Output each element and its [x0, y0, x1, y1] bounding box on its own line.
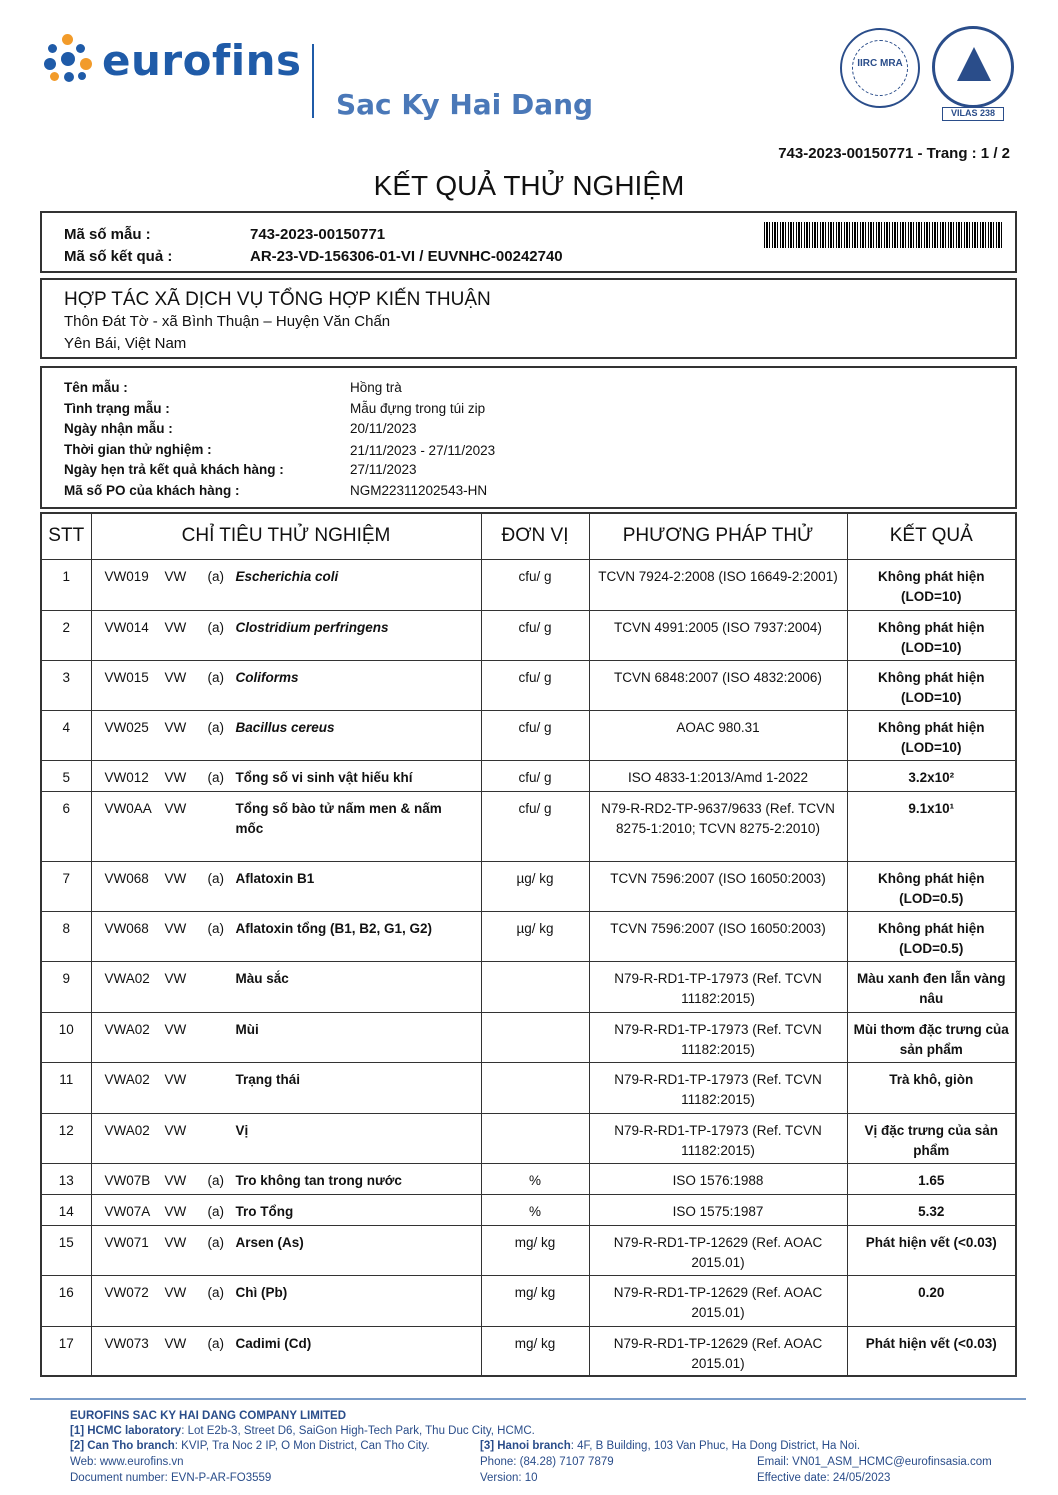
cell-method: AOAC 980.31 [589, 710, 847, 760]
cell-unit: mg/ kg [481, 1326, 589, 1376]
cell-stt: 14 [41, 1194, 91, 1225]
cell-result: Không phát hiện (LOD=10) [847, 710, 1016, 760]
test-name: Tro không tan trong nước [235, 1172, 402, 1188]
info-value: 27/11/2023 [350, 462, 417, 477]
cell-result: 1.65 [847, 1163, 1016, 1194]
cell-test [91, 1062, 481, 1113]
footer-divider [30, 1398, 1026, 1400]
result-id-label: Mã số kết quả : [64, 248, 173, 265]
header-stt: STT [41, 513, 91, 559]
report-title: KẾT QUẢ THỬ NGHIỆM [373, 170, 685, 201]
table-row [41, 1326, 1016, 1376]
lab-code: VW [164, 619, 187, 635]
test-code: VW068 [104, 870, 149, 886]
iirc-mra-seal-icon: IIRC MRA [840, 28, 920, 108]
cell-stt: 17 [41, 1326, 91, 1376]
cell-method: ISO 1576:1988 [589, 1163, 847, 1194]
sample-info-box [40, 366, 1017, 509]
table-row [41, 961, 1016, 1012]
cell-method: N79-R-RD1-TP-17973 (Ref. TCVN 11182:2015) [589, 961, 847, 1012]
info-label: Ngày nhận mẫu : [64, 421, 173, 436]
test-code: VWA02 [104, 1071, 150, 1087]
test-code: VW025 [104, 719, 149, 735]
cell-result: Không phát hiện (LOD=10) [847, 559, 1016, 610]
test-name: Aflatoxin B1 [235, 870, 315, 886]
cell-method: TCVN 7596:2007 (ISO 16050:2003) [589, 911, 847, 961]
table-row [41, 710, 1016, 760]
table-row [41, 911, 1016, 961]
test-name: Tổng số bào tử nấm men & nấm mốc [235, 800, 442, 836]
lab-code: VW [164, 800, 187, 816]
cell-method: N79-R-RD1-TP-12629 (Ref. AOAC 2015.01) [589, 1275, 847, 1326]
customer-address-2: Yên Bái, Việt Nam [64, 335, 187, 352]
cell-result: Không phát hiện (LOD=10) [847, 610, 1016, 660]
footer-cantho: [2] Can Tho branch: KVIP, Tra Noc 2 IP, O Mon District, Can Tho City. [70, 1440, 430, 1452]
cell-unit: µg/ kg [481, 911, 589, 961]
brand-name: eurofins [102, 35, 302, 85]
cell-result: 5.32 [847, 1194, 1016, 1225]
lab-code: VW [164, 669, 187, 685]
page-header [0, 0, 1058, 140]
test-code: VWA02 [104, 1021, 150, 1037]
cell-test [91, 710, 481, 760]
table-row [41, 1012, 1016, 1062]
cell-stt: 2 [41, 610, 91, 660]
cell-stt: 6 [41, 791, 91, 861]
footer-web: Web: www.eurofins.vn [70, 1456, 184, 1468]
lab-code: VW [164, 1122, 187, 1138]
cell-stt: 12 [41, 1113, 91, 1163]
accreditation-mark: (a) [207, 1284, 224, 1300]
lab-code: VW [164, 1284, 187, 1300]
info-value: 20/11/2023 [350, 421, 417, 436]
lab-code: VW [164, 1071, 187, 1087]
test-name: Tổng số vi sinh vật hiếu khí [235, 769, 413, 785]
footer-version: Version: 10 [480, 1472, 538, 1484]
header-test: CHỈ TIÊU THỬ NGHIỆM [91, 513, 481, 559]
cell-method: TCVN 6848:2007 (ISO 4832:2006) [589, 660, 847, 710]
cell-method: N79-R-RD1-TP-17973 (Ref. TCVN 11182:2015) [589, 1113, 847, 1163]
lab-code: VW [164, 1203, 187, 1219]
lab-code: VW [164, 870, 187, 886]
cell-stt: 5 [41, 760, 91, 791]
cell-result: Trà khô, giòn [847, 1062, 1016, 1113]
cell-method: TCVN 4991:2005 (ISO 7937:2004) [589, 610, 847, 660]
cell-test [91, 559, 481, 610]
cell-result: Vị đặc trưng của sản phẩm [847, 1113, 1016, 1163]
table-row [41, 760, 1016, 791]
accreditation-mark: (a) [207, 870, 224, 886]
accreditation-mark: (a) [207, 719, 224, 735]
accreditation-mark: (a) [207, 1203, 224, 1219]
test-name: Arsen (As) [235, 1234, 304, 1250]
customer-name: HỢP TÁC XÃ DỊCH VỤ TỔNG HỢP KIẾN THUẬN [64, 289, 491, 310]
footer-hcmc: [1] HCMC laboratory: Lot E2b-3, Street D6, SaiGon High-Tech Park, Thu Duc City, HCMC. [70, 1425, 535, 1437]
cell-stt: 4 [41, 710, 91, 760]
table-row [41, 610, 1016, 660]
cell-stt: 13 [41, 1163, 91, 1194]
footer-effective-date: Effective date: 24/05/2023 [757, 1472, 891, 1484]
lab-code: VW [164, 1335, 187, 1351]
header-method: PHƯƠNG PHÁP THỬ [589, 513, 847, 559]
cell-stt: 16 [41, 1275, 91, 1326]
accreditation-mark: (a) [207, 568, 224, 584]
info-label: Ngày hẹn trả kết quả khách hàng : [64, 462, 284, 477]
table-row [41, 1275, 1016, 1326]
footer-hanoi: [3] Hanoi branch: 4F, B Building, 103 Van Phuc, Ha Dong District, Ha Noi. [480, 1440, 861, 1452]
cell-result: Mùi thơm đặc trưng của sản phẩm [847, 1012, 1016, 1062]
sub-brand: Sac Ky Hai Dang [336, 88, 594, 121]
test-name: Aflatoxin tổng (B1, B2, G1, G2) [235, 920, 433, 936]
accreditation-mark: (a) [207, 920, 224, 936]
test-code: VW073 [104, 1335, 149, 1351]
accreditation-mark: (a) [207, 1172, 224, 1188]
table-row [41, 1163, 1016, 1194]
test-code: VW072 [104, 1284, 149, 1300]
test-name: Tro Tổng [235, 1203, 294, 1219]
cell-unit [481, 1012, 589, 1062]
cell-result: Không phát hiện (LOD=0.5) [847, 911, 1016, 961]
test-code: VW07A [104, 1203, 151, 1219]
table-row [41, 559, 1016, 610]
test-code: VW014 [104, 619, 149, 635]
logo-divider [312, 44, 314, 118]
cell-test [91, 660, 481, 710]
info-label: Tên mẫu : [64, 380, 128, 395]
cell-method: TCVN 7924-2:2008 (ISO 16649-2:2001) [589, 559, 847, 610]
test-code: VW015 [104, 669, 149, 685]
footer-document-number: Document number: EVN-P-AR-FO3559 [70, 1472, 272, 1484]
cell-unit: mg/ kg [481, 1225, 589, 1275]
logo-dots-icon [44, 34, 96, 86]
table-row [41, 1062, 1016, 1113]
table-header-row [41, 513, 1016, 559]
header-result: KẾT QUẢ [847, 513, 1016, 559]
cell-test [91, 1225, 481, 1275]
results-table [40, 512, 1017, 1377]
lab-code: VW [164, 970, 187, 986]
cell-unit: cfu/ g [481, 760, 589, 791]
cell-unit [481, 961, 589, 1012]
test-code: VWA02 [104, 970, 150, 986]
test-name: Bacillus cereus [235, 719, 335, 735]
lab-code: VW [164, 1172, 187, 1188]
customer-address-1: Thôn Đát Tờ - xã Bình Thuận – Huyện Văn Chấn [64, 313, 391, 330]
accreditation-mark: (a) [207, 1335, 224, 1351]
accreditation-mark: (a) [207, 769, 224, 785]
test-code: VW07B [104, 1172, 151, 1188]
cell-unit: cfu/ g [481, 710, 589, 760]
accreditation-seal-icon [932, 26, 1014, 108]
cell-unit [481, 1113, 589, 1163]
vilas-badge: VILAS 238 [942, 107, 1004, 121]
barcode-icon [764, 222, 1002, 248]
test-name: Trạng thái [235, 1071, 301, 1087]
cell-result: 0.20 [847, 1275, 1016, 1326]
test-code: VW012 [104, 769, 149, 785]
cell-stt: 9 [41, 961, 91, 1012]
accreditation-mark: (a) [207, 669, 224, 685]
sample-id-value: 743-2023-00150771 [250, 226, 386, 243]
cell-test [91, 760, 481, 791]
footer-email: Email: VN01_ASM_HCMC@eurofinsasia.com [757, 1456, 992, 1468]
info-label: Tình trạng mẫu : [64, 401, 170, 416]
table-row [41, 1225, 1016, 1275]
page-reference: 743-2023-00150771 - Trang : 1 / 2 [778, 145, 1010, 162]
cell-unit [481, 1062, 589, 1113]
customer-box [40, 278, 1017, 359]
cell-test [91, 1326, 481, 1376]
cell-method: N79-R-RD1-TP-12629 (Ref. AOAC 2015.01) [589, 1326, 847, 1376]
id-box [40, 211, 1017, 273]
info-label: Mã số PO của khách hàng : [64, 483, 240, 498]
cell-method: N79-R-RD1-TP-17973 (Ref. TCVN 11182:2015) [589, 1012, 847, 1062]
info-value: Mẫu đựng trong túi zip [350, 401, 486, 416]
cell-unit: cfu/ g [481, 660, 589, 710]
table-row [41, 1113, 1016, 1163]
cell-unit: µg/ kg [481, 861, 589, 911]
cell-stt: 11 [41, 1062, 91, 1113]
cell-method: ISO 1575:1987 [589, 1194, 847, 1225]
cell-result: Màu xanh đen lẫn vàng nâu [847, 961, 1016, 1012]
test-name: Chì (Pb) [235, 1284, 288, 1300]
cell-test [91, 1275, 481, 1326]
test-name: Escherichia coli [235, 568, 339, 584]
lab-code: VW [164, 1021, 187, 1037]
cell-method: N79-R-RD2-TP-9637/9633 (Ref. TCVN 8275-1:2010; TCVN 8275-2:2010) [589, 791, 847, 861]
cell-method: N79-R-RD1-TP-12629 (Ref. AOAC 2015.01) [589, 1225, 847, 1275]
accreditation-mark: (a) [207, 619, 224, 635]
test-code: VW068 [104, 920, 149, 936]
cell-test [91, 1113, 481, 1163]
table-row [41, 660, 1016, 710]
cell-result: Không phát hiện (LOD=0.5) [847, 861, 1016, 911]
cell-result: 3.2x10² [847, 760, 1016, 791]
cell-method: N79-R-RD1-TP-17973 (Ref. TCVN 11182:2015) [589, 1062, 847, 1113]
accreditation-mark: (a) [207, 1234, 224, 1250]
info-value: NGM22311202543-HN [350, 483, 488, 498]
test-name: Vị [235, 1122, 249, 1138]
cell-test [91, 861, 481, 911]
eurofins-logo [44, 34, 302, 86]
sample-id-label: Mã số mẫu : [64, 226, 151, 243]
test-code: VW019 [104, 568, 149, 584]
cell-unit: cfu/ g [481, 559, 589, 610]
info-label: Thời gian thử nghiệm : [64, 442, 212, 457]
lab-code: VW [164, 769, 187, 785]
cell-stt: 3 [41, 660, 91, 710]
cell-test [91, 911, 481, 961]
cell-test [91, 791, 481, 861]
cell-result: Phát hiện vết (<0.03) [847, 1225, 1016, 1275]
cell-unit: % [481, 1194, 589, 1225]
test-name: Clostridium perfringens [235, 619, 389, 635]
cell-stt: 15 [41, 1225, 91, 1275]
cell-test [91, 610, 481, 660]
test-name: Coliforms [235, 669, 299, 685]
cell-stt: 8 [41, 911, 91, 961]
test-code: VWA02 [104, 1122, 150, 1138]
cell-unit: cfu/ g [481, 610, 589, 660]
info-value: Hồng trà [350, 380, 402, 395]
lab-code: VW [164, 920, 187, 936]
cell-method: TCVN 7596:2007 (ISO 16050:2003) [589, 861, 847, 911]
result-id-value: AR-23-VD-156306-01-VI / EUVNHC-00242740 [250, 248, 563, 265]
test-name: Mùi [235, 1021, 259, 1037]
test-name: Cadimi (Cd) [235, 1335, 312, 1351]
cell-test [91, 1194, 481, 1225]
cell-stt: 10 [41, 1012, 91, 1062]
test-code: VW071 [104, 1234, 149, 1250]
cell-unit: % [481, 1163, 589, 1194]
lab-code: VW [164, 1234, 187, 1250]
cell-test [91, 961, 481, 1012]
info-value: 21/11/2023 - 27/11/2023 [350, 443, 496, 458]
header-unit: ĐƠN VỊ [481, 513, 589, 559]
cell-result: Phát hiện vết (<0.03) [847, 1326, 1016, 1376]
lab-code: VW [164, 719, 187, 735]
test-code: VW0AA [104, 800, 152, 816]
table-row [41, 1194, 1016, 1225]
footer-phone: Phone: (84.28) 7107 7879 [480, 1456, 614, 1468]
cell-method: ISO 4833-1:2013/Amd 1-2022 [589, 760, 847, 791]
footer-company: EUROFINS SAC KY HAI DANG COMPANY LIMITED [70, 1410, 347, 1422]
test-name: Màu sắc [235, 970, 289, 986]
table-row [41, 861, 1016, 911]
cell-unit: cfu/ g [481, 791, 589, 861]
cell-result: 9.1x10¹ [847, 791, 1016, 861]
table-row [41, 791, 1016, 861]
cell-unit: mg/ kg [481, 1275, 589, 1326]
cell-result: Không phát hiện (LOD=10) [847, 660, 1016, 710]
cell-test [91, 1012, 481, 1062]
cell-test [91, 1163, 481, 1194]
cell-stt: 1 [41, 559, 91, 610]
lab-code: VW [164, 568, 187, 584]
cell-stt: 7 [41, 861, 91, 911]
